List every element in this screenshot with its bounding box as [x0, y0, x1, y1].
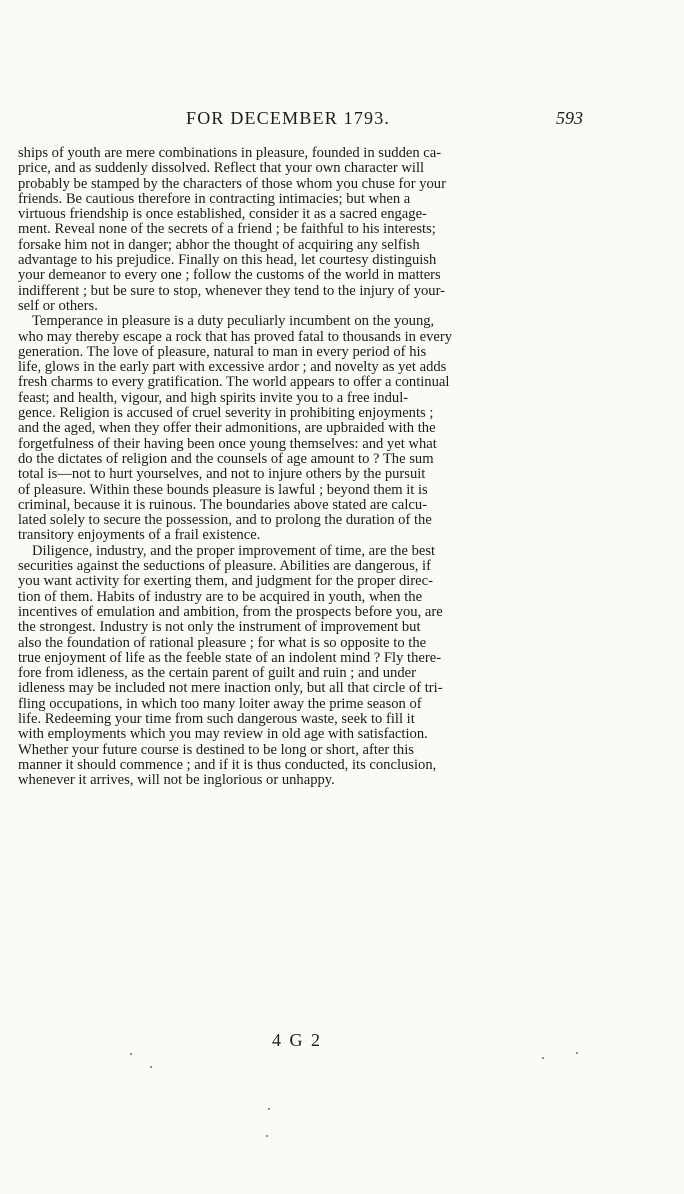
text-line: criminal, because it is ruinous. The boundaries above stated are calcu-	[18, 496, 428, 513]
text-line: virtuous friendship is once established, consider it as a sacred engage-	[18, 206, 427, 223]
text-line: fling occupations, in which too many loiter away the prime season of	[18, 695, 422, 712]
text-line: ment. Reveal none of the secrets of a friend ; be faithful to his interests;	[18, 221, 436, 238]
text-line: gence. Religion is accused of cruel severity in prohibiting enjoyments ;	[18, 405, 434, 422]
text-line: Whether your future course is destined to be long or short, after this	[18, 741, 414, 758]
text-line: forsake him not in danger; abhor the thought of acquiring any selfish	[18, 236, 420, 253]
ink-speck	[266, 1135, 268, 1137]
text-line: price, and as suddenly dissolved. Reflect that your own character will	[18, 160, 425, 177]
text-line: do the dictates of religion and the counsels of age amount to ? The sum	[18, 450, 434, 467]
text-line: manner it should commence ; and if it is thus conducted, its conclusion,	[18, 756, 437, 773]
text-line: advantage to his prejudice. Finally on this head, let courtesy distinguish	[18, 252, 437, 269]
page-number: 593	[556, 108, 583, 128]
text-line: securities against the seductions of pleasure. Abilities are dangerous, if	[18, 558, 431, 575]
text-line: tion of them. Habits of industry are to be acquired in youth, when the	[18, 588, 423, 605]
text-line: feast; and health, vigour, and high spirits invite you to a free indul-	[18, 389, 409, 406]
text-line: lated solely to secure the possession, and to prolong the duration of the	[18, 512, 432, 529]
text-line: with employments which you may review in old age with satisfaction.	[18, 726, 428, 743]
text-line: true enjoyment of life as the feeble state of an indolent mind ? Fly there-	[18, 649, 442, 666]
text-line: whenever it arrives, will not be inglorious or unhappy.	[18, 772, 335, 789]
text-line: idleness may be included not mere inaction only, but all that circle of tri-	[18, 680, 443, 697]
text-line: friends. Be cautious therefore in contracting intimacies; but when a	[18, 190, 411, 207]
paragraph-start-line: Diligence, industry, and the proper improvement of time, are the best	[32, 542, 436, 559]
text-line: your demeanor to every one ; follow the customs of the world in matters	[18, 267, 441, 284]
running-title: FOR DECEMBER 1793.	[186, 108, 391, 128]
paragraph-start-line: Temperance in pleasure is a duty peculiarly incumbent on the young,	[32, 313, 435, 330]
text-line: fresh charms to every gratification. The world appears to offer a continual	[18, 374, 450, 391]
text-line: also the foundation of rational pleasure ; for what is so opposite to the	[18, 634, 427, 651]
body-text	[18, 146, 684, 788]
text-line: life, glows in the early part with excessive ardor ; and novelty as yet adds	[18, 359, 447, 376]
text-line: you want activity for exerting them, and judgment for the proper direc-	[18, 573, 433, 590]
ink-speck	[576, 1052, 578, 1054]
text-line: and the aged, when they offer their admonitions, are upbraided with the	[18, 420, 436, 437]
text-line: indifferent ; but be sure to stop, whenever they tend to the injury of your-	[18, 282, 446, 299]
text-line: self or others.	[18, 297, 98, 314]
text-line: incentives of emulation and ambition, from the prospects before you, are	[18, 603, 443, 620]
text-line: transitory enjoyments of a frail existence.	[18, 527, 261, 544]
text-line: life. Redeeming your time from such dangerous waste, seek to fill it	[18, 710, 415, 727]
text-line: total is—not to hurt yourselves, and not to injure others by the pursuit	[18, 466, 426, 483]
text-line: generation. The love of pleasure, natural to man in every period of his	[18, 343, 427, 360]
ink-speck	[150, 1066, 152, 1068]
ink-speck	[268, 1108, 270, 1110]
text-line: of pleasure. Within these bounds pleasure is lawful ; beyond them it is	[18, 481, 428, 498]
text-line: probably be stamped by the characters of those whom you chuse for your	[18, 175, 446, 192]
text-line: ships of youth are mere combinations in pleasure, founded in sudden ca-	[18, 145, 442, 161]
text-line: forgetfulness of their having been once young themselves: and yet what	[18, 435, 437, 452]
ink-speck	[130, 1053, 132, 1055]
running-head	[0, 108, 684, 132]
ink-speck	[542, 1057, 544, 1059]
signature-mark: 4 G 2	[272, 1030, 322, 1050]
text-line: the strongest. Industry is not only the instrument of improvement but	[18, 619, 421, 636]
text-line: fore from idleness, as the certain parent of guilt and ruin ; and under	[18, 665, 416, 682]
text-line: who may thereby escape a rock that has proved fatal to thousands in every	[18, 328, 453, 345]
